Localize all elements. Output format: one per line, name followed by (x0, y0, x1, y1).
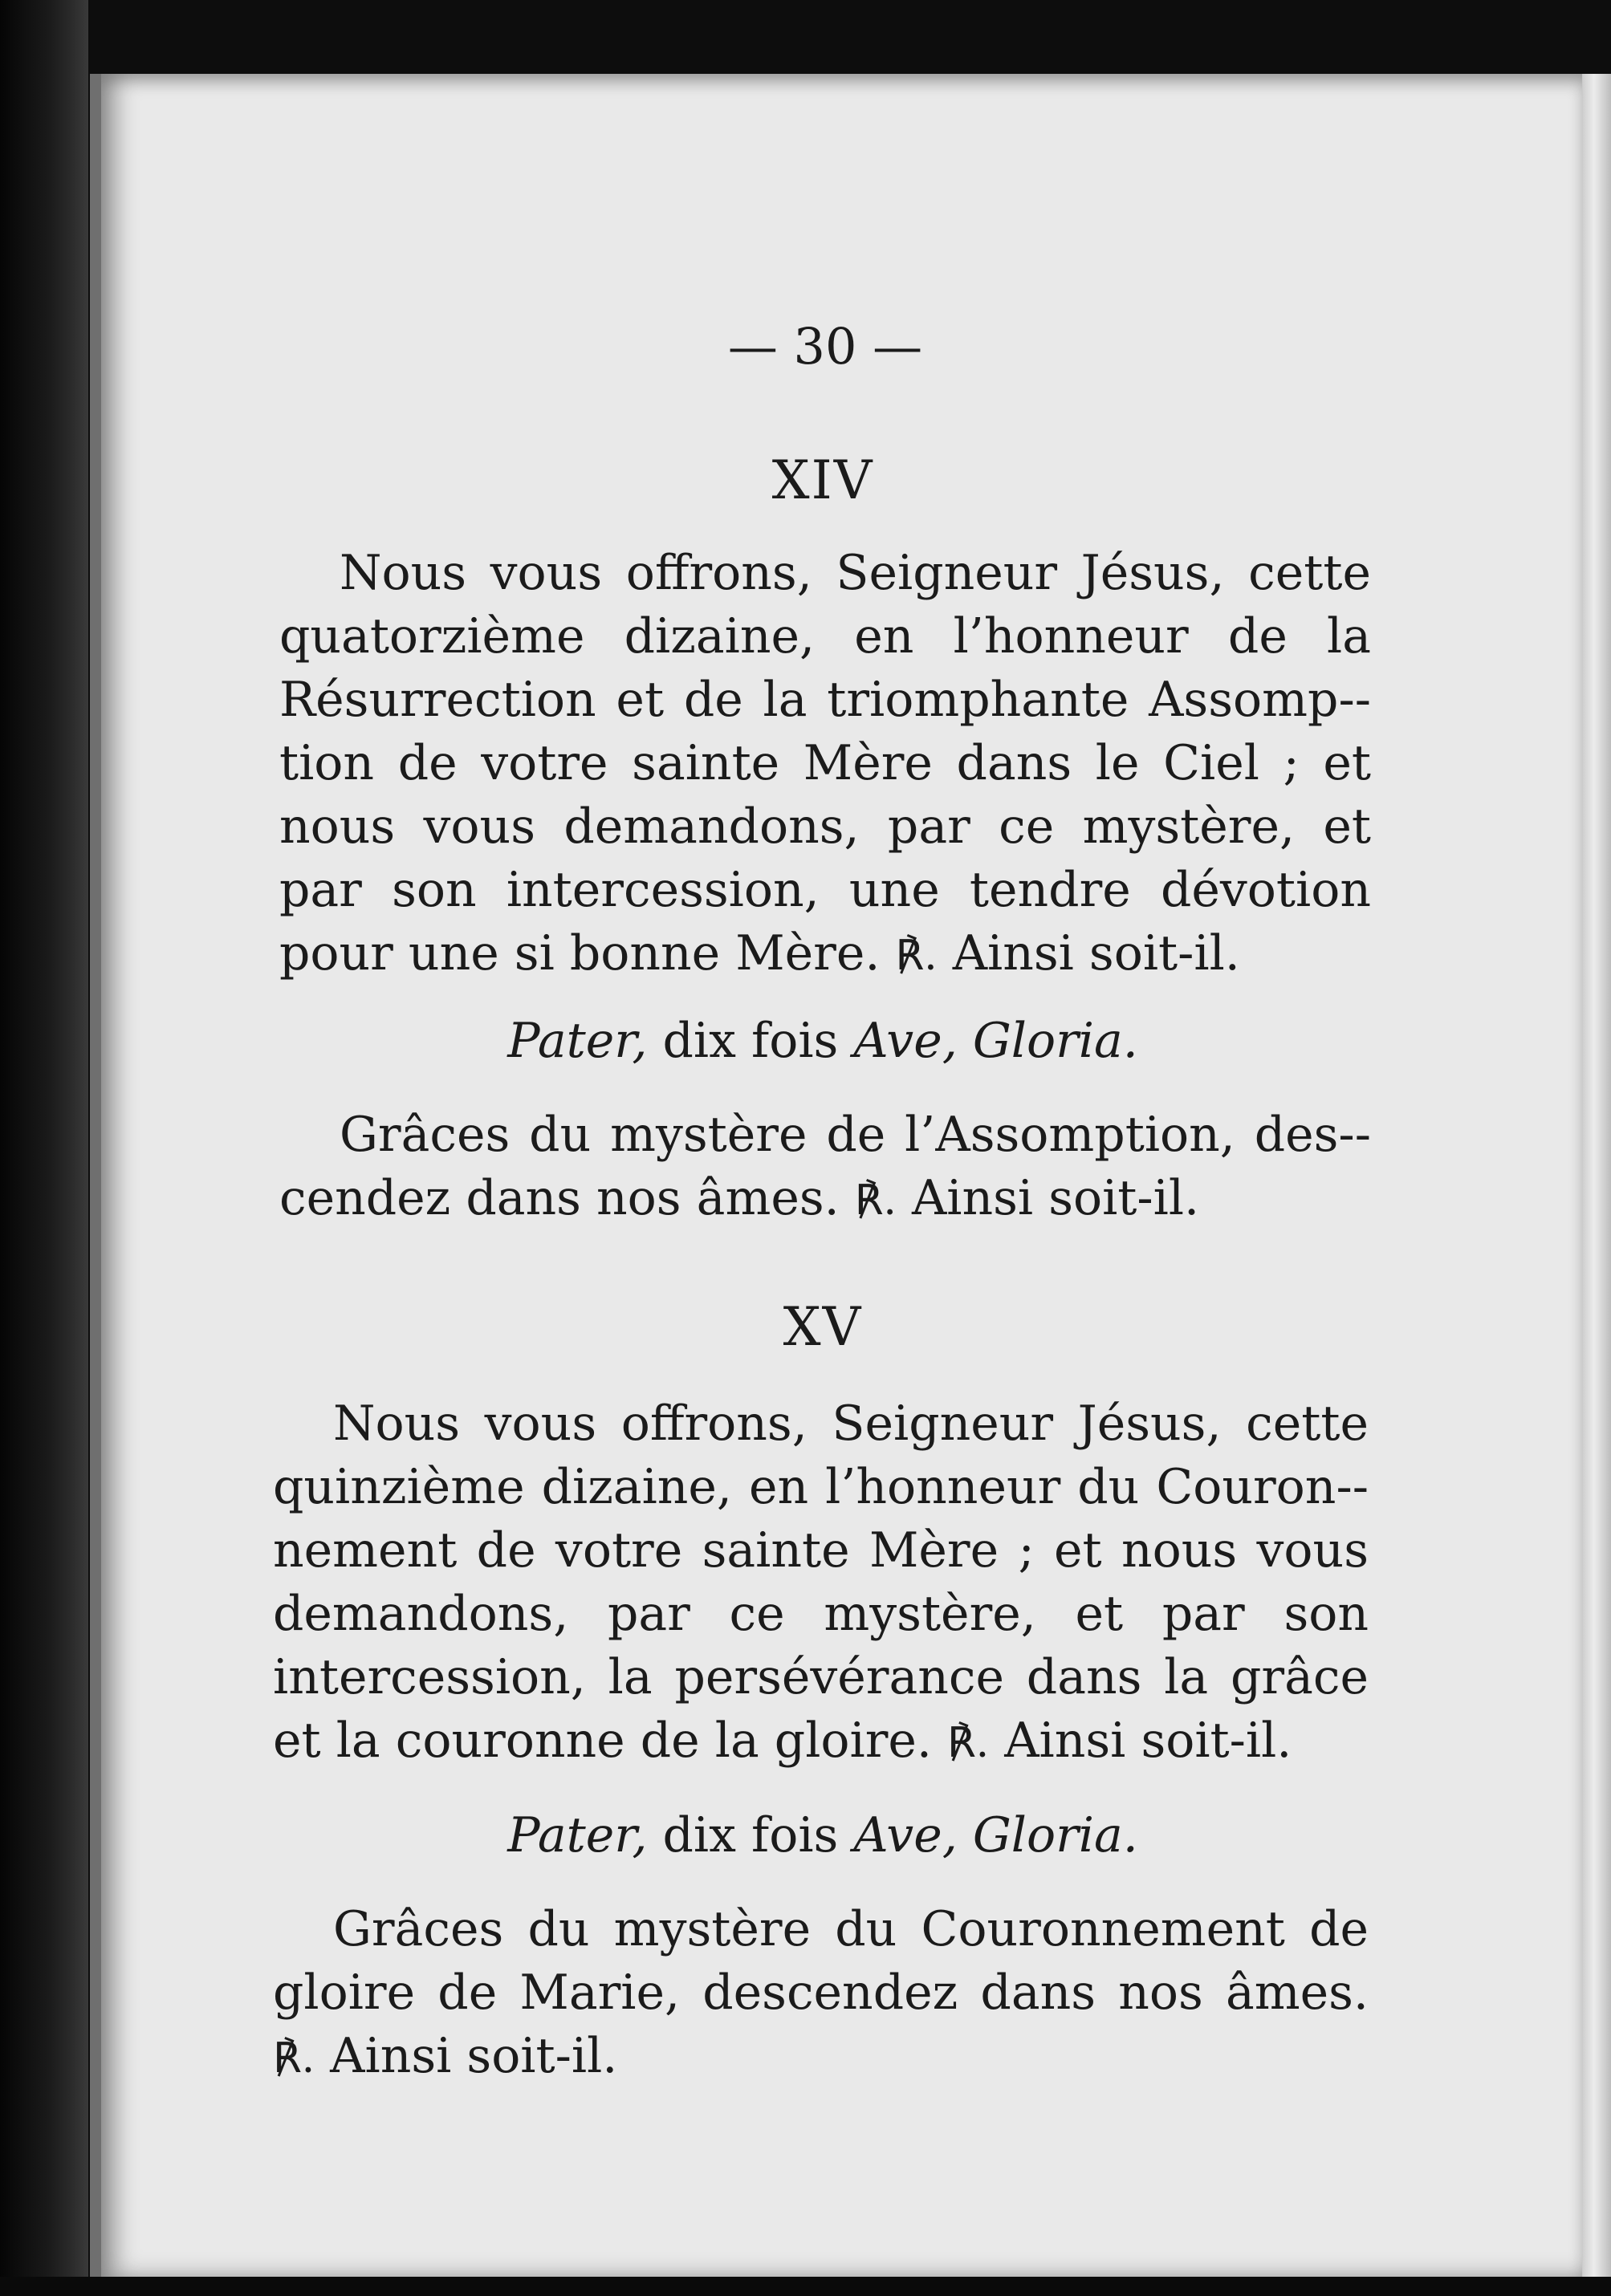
ave-gloria: Ave, Gloria. (853, 1807, 1138, 1863)
pater-line-xiv (507, 1013, 1138, 1069)
response-symbol: ℟. (947, 1719, 990, 1767)
ave-gloria: Ave, Gloria. (853, 1013, 1138, 1069)
response-symbol: ℟. (895, 932, 938, 980)
graces-paragraph-xiv (279, 1103, 1371, 1233)
response-text: Ainsi soit-il. (315, 2028, 618, 2084)
graces-paragraph-xv (273, 1898, 1369, 2091)
section-heading-xv: XV (783, 1296, 863, 1358)
prayer-text: Nous vous offrons, Seigneur Jésus, cette quatorzième dizaine, en l’honneur de la Résurrection et de la triomphante Assomp-tion de votre sainte Mère dans le Ciel ; et nous vous demandons, par ce mystère, et par son intercession, une tendre dévotion pour une si bonne Mère. (279, 545, 1371, 981)
prayer-text: Nous vous offrons, Seigneur Jésus, cette quinzième dizaine, en l’honneur du Couron-nement de votre sainte Mère ; et nous vous demandons, par ce mystère, et par son intercession, la persévérance dans la grâce et la couronne de la gloire. (273, 1396, 1369, 1769)
response-text: Ainsi soit-il. (989, 1713, 1292, 1769)
pater-middle: dix fois (647, 1013, 854, 1069)
book-binding-shadow (0, 0, 88, 2296)
graces-text: Grâces du mystère de l’Assomption, des-cendez dans nos âmes. (279, 1107, 1371, 1226)
pater-word: Pater, (507, 1013, 648, 1069)
response-text: Ainsi soit-il. (896, 1170, 1200, 1226)
prayer-paragraph-xiv (279, 542, 1371, 988)
graces-text: Grâces du mystère du Couronnement de gloire de Marie, descendez dans nos âmes. (273, 1901, 1369, 2021)
section-heading-xiv: XIV (771, 449, 874, 511)
response-text: Ainsi soit-il. (937, 925, 1240, 981)
pater-word: Pater, (507, 1807, 648, 1863)
pater-line-xv (507, 1807, 1138, 1863)
prayer-paragraph-xv (273, 1392, 1369, 1775)
response-symbol: ℟. (854, 1176, 897, 1225)
response-symbol: ℟. (273, 2034, 315, 2083)
pater-middle: dix fois (647, 1807, 854, 1863)
page-number: — 30 — (727, 317, 923, 376)
bottom-edge (0, 2277, 1611, 2296)
